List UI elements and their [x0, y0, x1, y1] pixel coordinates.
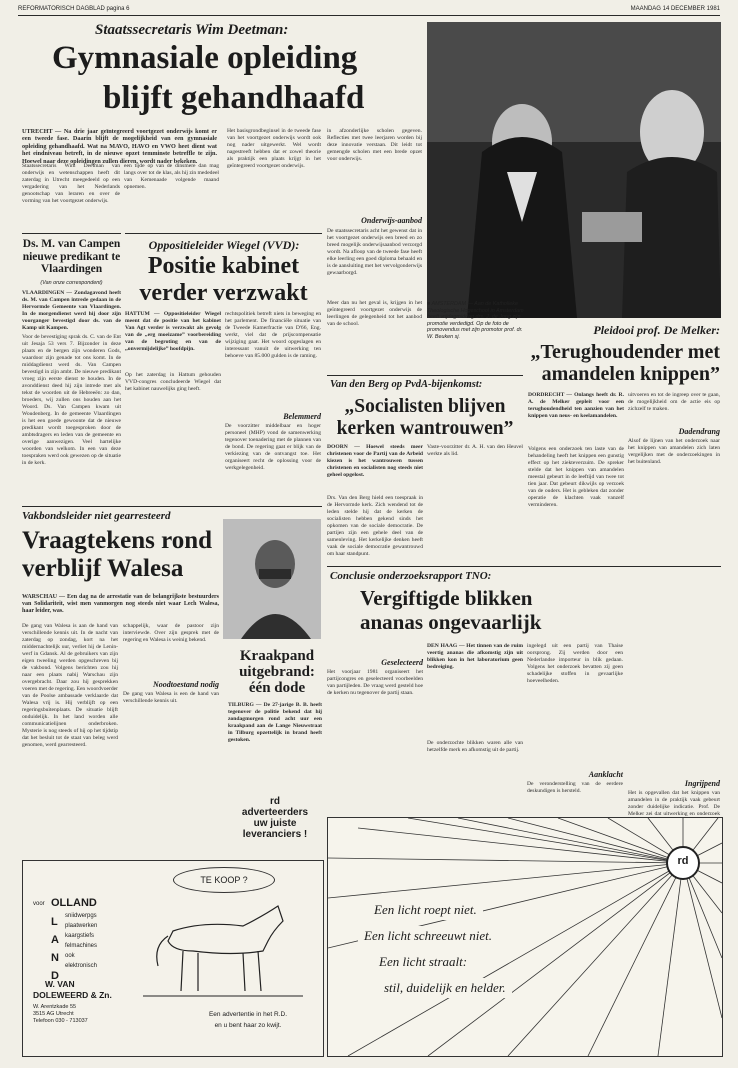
ad-olland-company-line2: DOLEWEERD & Zn. [33, 990, 112, 1000]
ad-olland-letter-4: D [51, 970, 59, 982]
ad-licht-line2: Een licht schreeuwt niet. [358, 926, 498, 946]
ad-olland-item: ook [65, 953, 75, 959]
photo1-caption: ■ AMSTERDAM — Aan de Katholieke Theologische Hogeschool in Amsterdam heeft vrijdagmiddag drs. J. de Jong zijn promotie verdedigd. Op de foto de promovendus met zijn promotor prof. dr. W. Beuken sj. [427, 301, 524, 340]
ad-olland-letter-1: L [51, 916, 58, 928]
article5-body-col1b: Het voorjaar 1981 organiseert het partijcongres en geselecteerd voorbeelden van partijleden. De vraag werd gesteld hoe de kerken nu tegenover de partij staan. [327, 669, 423, 696]
ad-rd-line1: rd [270, 796, 280, 807]
article1-body-col4b: De staatssecretaris acht het gewenst dat in het voortgezet onderwijs een breed en zo breed mogelijk onderwijsaanbod verzorgd wordt. Na afloop van de tweede fase heeft elke leerling een goed diploma behaald en is de aansluiting met het vervolgonderwijs gewaarborgd. [327, 228, 422, 276]
article8-rule [327, 566, 721, 567]
ad-olland-footer-line1: Een advertentie in het R.D. [208, 1011, 288, 1018]
article6-headline-line2: verblijf Walesa [22, 555, 184, 582]
article1-headline-line2: blijft gehandhaafd [103, 80, 365, 116]
masthead-right: MAANDAG 14 DECEMBER 1981 [630, 6, 720, 12]
article8-kicker: Conclusie onderzoeksrapport TNO: [330, 570, 492, 582]
ad-olland-items [65, 911, 97, 971]
article3-lead: HATTUM — Oppositieleider Wiegel meent dat de positie van het kabinet Van Agt verder is verzwakt als gevolg van de „erg moeizame” voorbereiding van de begroting en van de ,,onvermijdelijke” hoofdpijn. [125, 311, 221, 352]
article4-body-col2b: Alsof de lijnen van het onderzoek naar het knippen van amandelen zich laten vergelijken met de onderzoekingen in het buitenland. [628, 438, 720, 465]
promotion-photo-image [427, 22, 721, 318]
ad-olland-item: felmachines [65, 943, 98, 949]
article1-kicker: Staatssecretaris Wim Deetman: [95, 22, 289, 38]
article2-body: VLAARDINGEN — Zondagavond heeft ds. M. van Campen intrede gedaan in de Hervormde Gemeente van Vlaardingen. In de morgendienst werd hij door zijn voorganger bevestigd door ds. van de Kamp uit Kampen. [22, 290, 121, 331]
article8-headline-line2: ananas ongevaarlijk [360, 610, 542, 634]
ad-olland-letter-2: A [51, 934, 59, 946]
article5-body-col2: Vaste-voorzitter dr. A. H. van den Heuvel werkte als lid. [427, 444, 523, 457]
article7-headline-line1: Kraakpand [239, 648, 315, 664]
ad-olland-company-line1: W. VAN [45, 979, 75, 989]
ad-olland-address: W. Arentzkade 55 3515 AG Utrecht Telefoon 030 - 713037 [33, 1004, 88, 1024]
article3-headline-line2: verder verzwakt [139, 280, 308, 306]
ad-olland-item: plaatwerken [65, 923, 98, 929]
article5-rule [327, 375, 523, 376]
article3-body: Op het zaterdag in Hattum gehouden VVD-congres concludeerde Wiegel dat het kabinet nauwelijks ging heeft. [125, 372, 221, 392]
ad-olland-speech-bubble: TE KOOP ? [173, 867, 275, 893]
ad-rd-line4: leveranciers ! [242, 829, 308, 840]
article6-body-col2b: De gang van Walesa is een de hand van verschillende kennis uit. [123, 691, 219, 704]
ad-rd-adverteerders [228, 796, 322, 848]
article8-lead: DEN HAAG — Het tinnen van de ruim veertig ananas die afkomstig zijn uit blikken kon in het laboratorium geen bedreiging. [427, 643, 523, 670]
article7-body: TILBURG — De 27-jarige B. B. heeft tegenover de politie bekend dat hij zondagmorgen rond acht uur een kraakpand aan de Lange Nieuwstraat in Tilburg opzettelijk in brand heeft gestoken. [228, 702, 322, 743]
article5-lead: DOORN — Hoewel steeds meer christenen voor de Partij van de Arbeid kiezen is het wantrouwen tussen christenen en socialisten nog steeds niet geheel opgelost. [327, 444, 423, 478]
article6-body-col2a: schappelijk, waar de pastoor zijn interviewde. Over zijn gesprek met de regering en Walesa is weinig bekend. [123, 623, 219, 643]
ad-licht [327, 817, 723, 1057]
article7-headline-line2: uitgebrand: [239, 664, 315, 680]
article3-body-col2: rechtspolitiek betreft niets in beweging en het parlement. De financiële situatie van de Tweede Kamerfractie van D'66, Eng. werkt, viel dat de prijscompensatie wijziging gaat. Het woord opgeslagen en interessant vanuit de uitwerking ten behoeve van 85.000 gulden is de raming. [225, 311, 321, 359]
article6-headline-line1: Vraagtekens rond [22, 527, 213, 554]
ad-olland-footer-line2: en u bent haar zo kwijt. [214, 1022, 282, 1029]
ad-olland-item: elektronisch [65, 963, 98, 969]
article4-body: Volgens een onderzoek ten laste van de behandeling heeft het knippen een gunstig effect op het ziekteverzuim. De spreker stelde dat het knippen van amandelen meestal gebeurt in de leeftijd van twee tot tien jaar. Dat gebeurt dikwijls op verzoek van de ouders. Het is gebleken dat zonder operatie de klachten vaak vanzelf verminderen. [528, 446, 624, 508]
article6-body: De gang van Walesa is aan de hand van verschillende kennis uit. In de nacht van zaterdag op zondag, kort na het middernachtelijk uur, verliet hij de Lenin-werf in Gdansk. Al de gebruikers van zijn eigen tweeling werden opgeschreven bij de vakbond. Volgens berichten zou hij naar een plaats nabij Warschau zijn overgebracht. Daar zou hij gesprekken voeren met de regering. Een woordvoerder van de Poolse ambassade verklaarde dat Walesa vrij is. Hij verblijft op een regeringsbuitenplaats. De situatie blijft onduidelijk. In het land worden alle communicatielijnen onderbroken. Mysterie is nog steeds of hij op het tijdstip dat het besluit tot de staat van beleg werd genomen, werd gearresteerd. [22, 623, 118, 748]
article1-headline-line1: Gymnasiale opleiding [52, 40, 358, 76]
article1-body-col2: een tijde op van de dinsmere dan mag langs over tot de klas, als hij zin mededeel van Kemenaade volgende maand opnemen. [124, 163, 219, 190]
article8-body-col2: ingelegd uit een partij van Thaise oorsprong. Zij werden door een Nederlandse importeur in blik gedaan. Volgens het onderzoek bevatten zij geen schadelijke stoffen in gevaarlijke hoeveelheden. [527, 643, 623, 684]
article4-sub2: Ingrijpend [684, 779, 720, 788]
article5-headline-line2: kerken wantrouwen” [336, 418, 514, 439]
photo-promotion [427, 22, 721, 318]
article5-headline-line1: „Socialisten blijven [344, 396, 506, 417]
article1-body: Staatssecretaris Wim Deetman van onderwijs en wetenschappen heeft dit zaterdag in Utrecht meegedeeld op een vergadering van het Nederlands genootschap van leraren en over de vorming van het voortgezet onderwijs. [22, 163, 120, 204]
article6-rule [22, 506, 322, 507]
article1-body-col4c: Meer dan nu het geval is, krijgen in het geïntegreerd voortgezet onderwijs de leerlingen de gelegenheid tot het aanbod van de school. [327, 300, 422, 327]
article1-body-col3: Het basisgrondbeginsel in de tweede fase van het voortgezet onderwijs wordt ook nog nader uitgewerkt. Wel wordt nagestreeft hebben dat er zowel theorie als praktijk een plaats krijgt in het geïntegreerd voortgezet onderwijs. [227, 128, 321, 169]
article3-subhead: Belemmerd [283, 412, 321, 421]
article6-subhead: Noodtoestand nodig [152, 680, 219, 689]
walesa-photo-image [223, 519, 321, 639]
ad-licht-logo: rd [677, 855, 689, 867]
article5-subhead: Geselecteerd [381, 658, 423, 667]
photo-walesa [223, 519, 321, 639]
article2-rule [22, 233, 121, 234]
article1-lead: UTRECHT — Na drie jaar geïntegreerd voortgezet onderwijs komt er een tweede fase. Daarin blijft de mogelijkheid van een gymnasiale opleiding gehandhaafd. Wat na MAVO, HAVO en VWO heet dient wat het eindniveau betreft, in de nieuwe opzet temminste betreffle te zijn. Hoewel naar deze opleidingen zullen dieren, wordt nader bekeken. [22, 128, 217, 165]
ad-licht-line1: Een licht roept niet. [368, 900, 483, 920]
article4-body-col2a: uitvoeren en tot de ingreep over te gaan, de mogelijkheid om de actie eis op zichzelf te maken. [628, 392, 720, 412]
ad-olland [22, 860, 324, 1057]
article3-kicker: Oppositieleider Wiegel (VVD): [148, 238, 300, 252]
article1-body-col4: in afzonderlijke scholen gegeven. Reflecties met twee leerjaren worden bij deze innovatie verstaan. Dit leidt tot gemengde scholen met een brede opzet voor onderwijs. [327, 128, 422, 162]
ad-licht-line4: stil, duidelijk en helder. [378, 978, 512, 998]
horse-icon [143, 891, 303, 1001]
article5-body: Drs. Van den Berg hield een toespraak in de Hervormde kerk. Zich wendend tot de leden stelde hij dat de kerken de socialisten hebben gekend sinds het opkomen van de sociale democratie. De partijen zijn een gehele deel van de samenleving. Het kerkelijke denken heeft vaak de sociale democratie gewantrouwd om haar standpunt. [327, 495, 423, 557]
ad-olland-letters [51, 913, 59, 985]
article4-sub1: Dadendrang [678, 427, 720, 436]
ad-rd-line3: uw juiste [253, 818, 297, 829]
article4-headline-line1: „Terughoudender met [530, 341, 720, 363]
masthead-left: REFORMATORISCH DAGBLAD pagina 6 [18, 6, 130, 12]
article6-kicker: Vakbondsleider niet gearresteerd [22, 510, 171, 522]
ad-olland-item: sniidwerpgs [65, 913, 97, 919]
article4-body-col2c: Het is opgevallen dat het knippen van amandelen in de praktijk vaak gebeurt zonder duidelijke indicatie. Prof. De Melker zei dat uitwerking en onderzoek [628, 790, 720, 817]
ad-olland-brand: OLLAND [51, 897, 97, 909]
article4-subhead: Pleidooi prof. De Melker: [593, 323, 720, 337]
article8-body-col2b: De veronderstelling van de eerdere deskundigen is hersteld. [527, 781, 623, 794]
article8-body: De onderzochte blikken waren alle van hetzelfde merk en afkomstig uit de partij. [427, 740, 523, 753]
article2-body-cont: Voor de bevestiging sprak ds. C. van de Ent uit Jesaja 53 vers 7. Bijzonder in deze plaats en de bergen zijn wonderen Gods, waardoor zijn genade tot ons komt. In de middagdienst werd ds. Van Campen bevestigd in zijn ambt. De nieuwe predikant vroeg zijn eerste dienst te houden. In de avonddienst deed hij zijn intrede met als tekst de woorden uit de Hebreeën: zo dan, broeders, wij zullen ons houden aan het Woord. Ds. Van Campen kwam uit Woudenberg. In de gemeente Vlaardingen is het een goede gewoonte dat de nieuwe predikant wordt toegesproken door de ambtsdragers en leden van de gemeente en overige aanwezigen. Veel hartelijke woorden van welkom. In een van deze toespraken werd ook gewezen op de situatie in de kerk. [22, 334, 121, 466]
article7-headline-line3: één dode [248, 680, 306, 696]
article2-headline: Ds. M. van Campen nieuwe predikant te Vlaardingen [22, 238, 121, 275]
ad-olland-item: kaargstiefs [65, 933, 95, 939]
article2-credit: (Van onze correspondent) [40, 280, 103, 286]
article8-headline-line1: Vergiftigde blikken [360, 586, 533, 610]
article6-lead: WARSCHAU — Een dag na de arrestatie van de belangrijkste bestuurders van Solidariteit, wist men vanmorgen nog steeds niet waar Lech Walesa, haar leider, was. [22, 594, 219, 615]
article5-kicker: Van den Berg op PvdA-bijenkomst: [330, 379, 483, 390]
masthead-rule [18, 15, 720, 16]
article8-subhead: Aanklacht [588, 770, 623, 779]
article3-headline-line1: Positie kabinet [147, 253, 300, 279]
article4-headline-line2: amandelen knippen” [541, 363, 720, 385]
ad-olland-letter-3: N [51, 952, 59, 964]
article3-rule [125, 233, 322, 234]
article4-lead: DORDRECHT — Onlangs heeft dr. R. A. de Melker gepleit voor een terughoudendheid ten aanzien van het knippen van neus- en keelamandelen. [528, 392, 624, 419]
ad-rd-line2: adverteerders [241, 807, 309, 818]
ad-olland-prefix: voor [33, 901, 45, 907]
article1-subhead: Onderwijs-aanbod [361, 216, 422, 225]
ad-licht-line3: Een licht straalt: [373, 952, 473, 972]
article3-body-col3: De voorzitter middelbaar en hoger personeel (MHP) vond de samenwerking tegenover toenadering met de plannen van de bond. De regering gaat er blijk van de verkiezing van de ontvangst toe. Het organiseert recht de oplossing voor de werkgelegenheid. [225, 423, 321, 471]
